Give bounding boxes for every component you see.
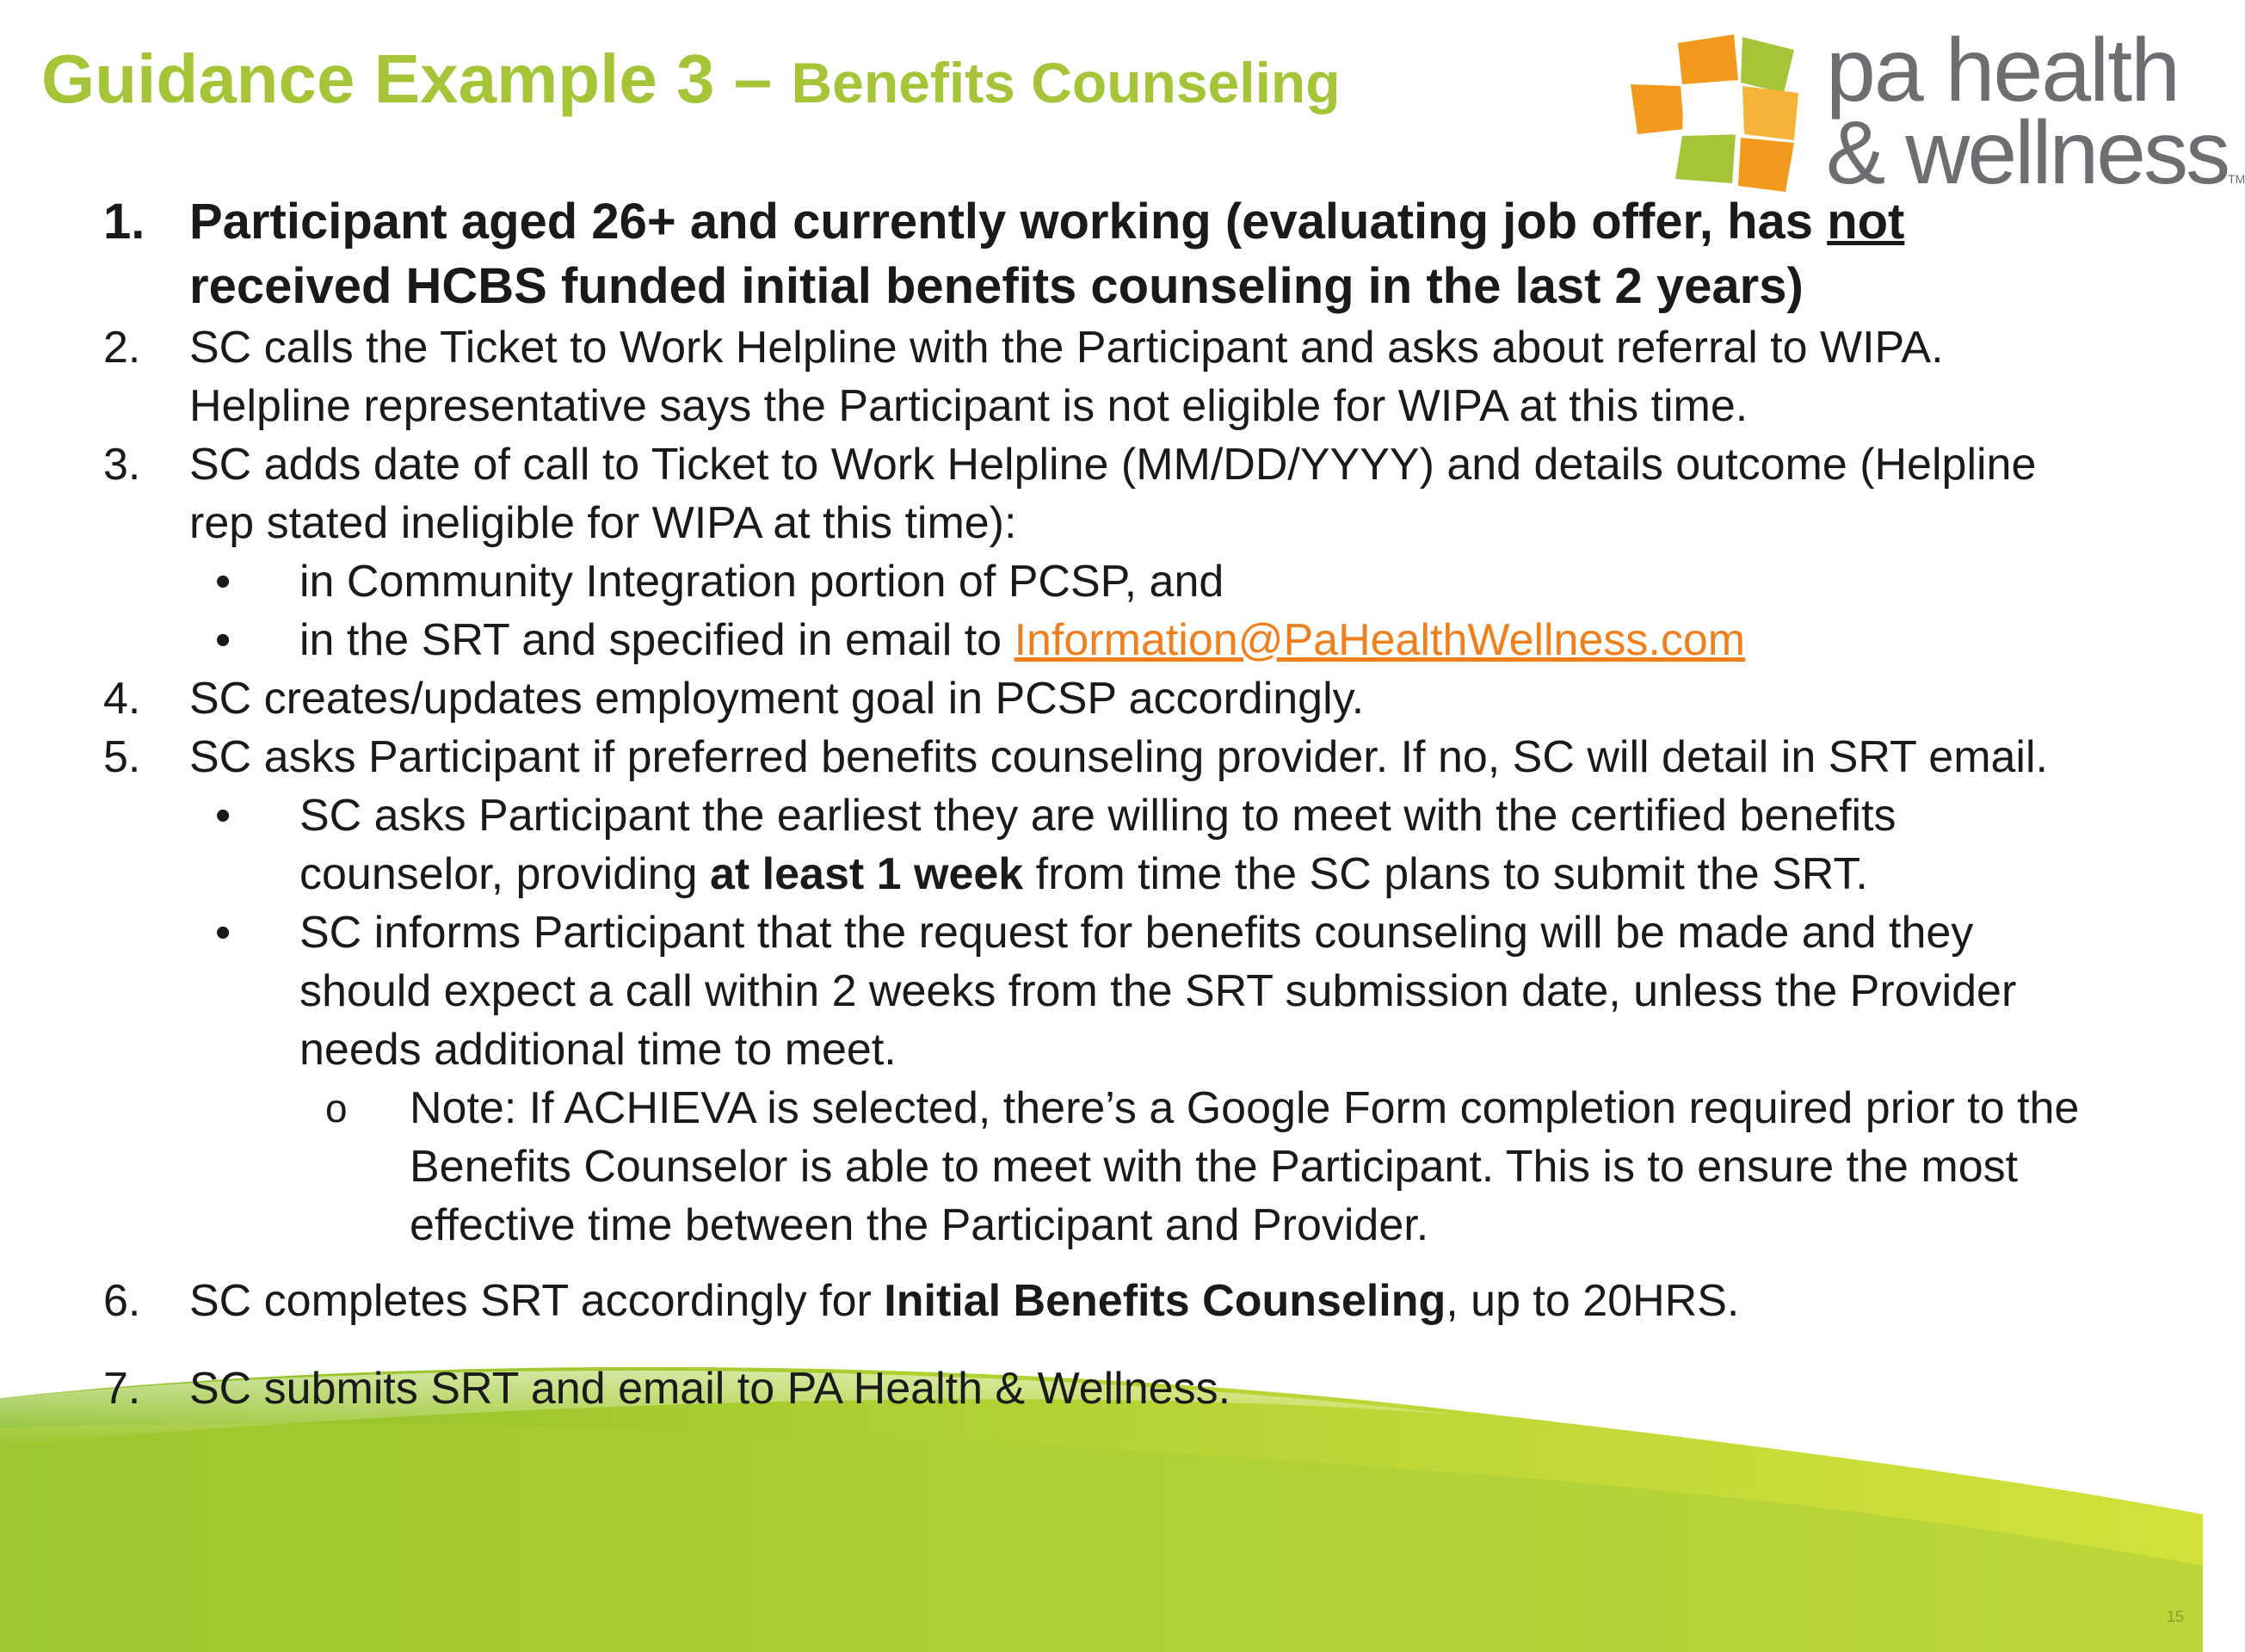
page-number: 15 (2166, 1608, 2184, 1625)
guidance-steps-list (103, 189, 2100, 1418)
bullet-item: • in the SRT and specified in email to Information@PaHealthWellness.com (215, 615, 1746, 665)
logo-line-2: & wellnessTM (1826, 103, 2245, 203)
list-item: 2. SC calls the Ticket to Work Helpline with the Participant and asks about referral to WIPA. Helpline representative says the Participant is not eligible for WIPA at this time. (103, 323, 1944, 431)
list-item: 5. SC asks Participant if preferred benefits counseling provider. If no, SC will detail in SRT email. (103, 732, 2048, 782)
logo-trademark: TM (2228, 172, 2245, 186)
bullet-item: • SC asks Participant the earliest they are willing to meet with the certified benefits counselor, providing at least 1 week from time the SC plans to submit the SRT. (215, 791, 1897, 899)
logo-line-1: pa health (1826, 21, 2179, 120)
sub-bullet-item: o Note: If ACHIEVA is selected, there’s a Google Form completion required prior to the Benefits Counselor is able to meet with the Participant. This is to ensure the most effective time between the Participant and Provider. (325, 1083, 2080, 1250)
list-item: 4. SC creates/updates employment goal in PCSP accordingly. (103, 674, 1365, 724)
title-main: Guidance Example 3 (41, 40, 715, 117)
bullet-item: • in Community Integration portion of PCSP, and (215, 557, 1224, 607)
email-link[interactable]: Information@PaHealthWellness.com (1014, 615, 1746, 665)
list-item: 7. SC submits SRT and email to PA Health & Wellness. (103, 1364, 1231, 1414)
list-item: 1. Participant aged 26+ and currently working (evaluating job offer, has not received HCBS funded initial benefits counseling in the last 2 years) (103, 194, 1905, 314)
list-item: 3. SC adds date of call to Ticket to Work Helpline (MM/DD/YYYY) and details outcome (Helpline rep stated ineligible for WIPA at this time): (103, 440, 2037, 548)
slide-title (41, 40, 1341, 117)
title-subtitle: Benefits Counseling (791, 51, 1341, 114)
emphasis-not: not (1827, 194, 1905, 250)
title-dash: – (714, 40, 792, 117)
bullet-item: • SC informs Participant that the request for benefits counseling will be made and they should expect a call within 2 weeks from the SRT submission date, unless the Provider needs additional time to meet. (215, 908, 2017, 1075)
logo-wordmark (1826, 21, 2245, 203)
list-item: 6. SC completes SRT accordingly for Initial Benefits Counseling, up to 20HRS. (103, 1276, 1740, 1326)
logo-cross-icon (1631, 34, 1798, 192)
